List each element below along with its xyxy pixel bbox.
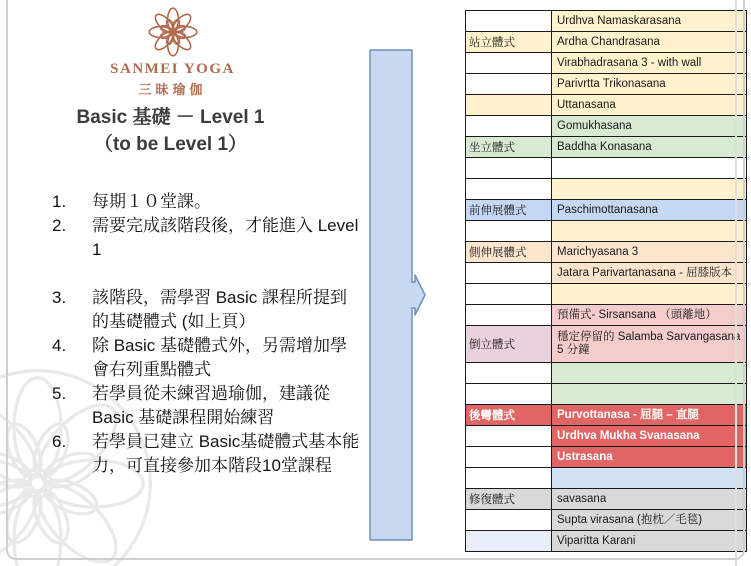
category-cell (466, 221, 552, 242)
category-cell (466, 447, 552, 468)
pose-cell: 穩定停留的 Salamba Sarvangasana 5 分鐘 (552, 326, 747, 363)
category-cell (466, 95, 552, 116)
pose-cell (552, 158, 747, 179)
list-item (52, 334, 362, 382)
pose-cell: Purvottanasa - 屈腿 – 直腿 (552, 405, 747, 426)
logo[interactable] (100, 5, 245, 98)
category-cell (466, 74, 552, 95)
table-row (466, 426, 747, 447)
list-item-number: 6. (52, 432, 67, 451)
pose-cell (552, 284, 747, 305)
category-cell (466, 116, 552, 137)
table-row (466, 53, 747, 74)
table-row (466, 263, 747, 284)
pose-cell: Uttanasana (552, 95, 747, 116)
list-item-text: 除 Basic 基礎體式外，另需增加學會右列重點體式 (92, 336, 348, 379)
pose-cell (552, 363, 747, 384)
category-cell (466, 510, 552, 531)
pose-table[interactable] (465, 10, 747, 552)
pose-cell: Urdhva Namaskarasana (552, 11, 747, 32)
list-item (52, 190, 362, 214)
brand-name: SANMEI YOGA (110, 61, 235, 77)
table-row (466, 200, 747, 221)
table-row (466, 447, 747, 468)
pose-cell: Ardha Chandrasana (552, 32, 747, 53)
table-row (466, 158, 747, 179)
table-row (466, 116, 747, 137)
pose-cell: Baddha Konasana (552, 137, 747, 158)
pose-cell: Paschimottanasana (552, 200, 747, 221)
pose-cell: Ustrasana (552, 447, 747, 468)
pose-cell (552, 221, 747, 242)
table-row (466, 510, 747, 531)
pose-cell (552, 179, 747, 200)
list-item-number: 1. (52, 192, 67, 211)
table-row (466, 468, 747, 489)
pose-table-body (466, 11, 747, 552)
table-row (466, 137, 747, 158)
pose-cell: 預備式- Sirsansana （頭離地） (552, 305, 747, 326)
category-cell: 側伸展體式 (466, 242, 552, 263)
title-line-2: （to be Level 1） (93, 134, 248, 155)
pose-cell (552, 468, 747, 489)
title-line-1: Basic 基礎 － Level 1 (76, 107, 265, 128)
category-cell (466, 158, 552, 179)
pose-cell: savasana (552, 489, 747, 510)
list-item (52, 382, 362, 430)
category-cell (466, 426, 552, 447)
table-row (466, 489, 747, 510)
pose-cell: Virabhadrasana 3 - with wall (552, 53, 747, 74)
category-cell (466, 284, 552, 305)
pose-cell: Viparitta Karani (552, 531, 747, 552)
category-cell (466, 363, 552, 384)
category-cell: 坐立體式 (466, 137, 552, 158)
table-row (466, 384, 747, 405)
list-item-number: 2. (52, 216, 67, 235)
table-row (466, 242, 747, 263)
pose-cell: Jatara Parivartanasana - 屈膝版本 (552, 263, 747, 284)
list-item-text: 需要完成該階段後，才能進入 Level 1 (92, 216, 359, 259)
table-row (466, 531, 747, 552)
category-cell (466, 531, 552, 552)
category-cell (466, 53, 552, 74)
category-cell (466, 468, 552, 489)
list-item-text: 若學員從未練習過瑜伽，建議從 Basic 基礎課程開始練習 (92, 384, 330, 427)
pose-cell: Supta virasana (抱枕／毛毯) (552, 510, 747, 531)
pose-cell: Gomukhasana (552, 116, 747, 137)
list-item-text: 若學員已建立 Basic基礎體式基本能力，可直接參加本階段10堂課程 (92, 432, 360, 475)
list-item (52, 214, 362, 262)
table-row (466, 95, 747, 116)
list-item-number: 3. (52, 288, 67, 307)
table-row (466, 11, 747, 32)
right-arrow-icon (370, 50, 425, 540)
brand-name-chinese: 三昧瑜伽 (138, 82, 207, 97)
list-item (52, 430, 362, 478)
table-row (466, 305, 747, 326)
category-cell: 前伸展體式 (466, 200, 552, 221)
category-cell: 修復體式 (466, 489, 552, 510)
category-cell: 站立體式 (466, 32, 552, 53)
table-row (466, 363, 747, 384)
category-cell (466, 179, 552, 200)
pose-cell: Marichyasana 3 (552, 242, 747, 263)
pose-cell (552, 384, 747, 405)
category-cell (466, 384, 552, 405)
list-item-text: 該階段，需學習 Basic 課程所提到的基礎體式 (如上頁） (92, 288, 348, 331)
table-row (466, 179, 747, 200)
table-row (466, 405, 747, 426)
right-arrow-shape[interactable] (364, 46, 430, 544)
table-row (466, 326, 747, 363)
slide-title[interactable] (28, 104, 313, 158)
category-cell (466, 305, 552, 326)
category-cell: 後彎體式 (466, 405, 552, 426)
category-cell: 倒立體式 (466, 326, 552, 363)
pose-cell: Urdhva Mukha Svanasana (552, 426, 747, 447)
pose-cell: Parivrtta Trikonasana (552, 74, 747, 95)
table-row (466, 284, 747, 305)
table-row (466, 74, 747, 95)
list-item-text: 每期１０堂課。 (92, 192, 211, 211)
table-row (466, 32, 747, 53)
lotus-mandala-icon (146, 5, 200, 59)
category-cell (466, 263, 552, 284)
list-item (52, 286, 362, 334)
table-row (466, 221, 747, 242)
list-item-number: 5. (52, 384, 67, 403)
points-list[interactable] (52, 190, 362, 478)
list-item-number: 4. (52, 336, 67, 355)
category-cell (466, 11, 552, 32)
